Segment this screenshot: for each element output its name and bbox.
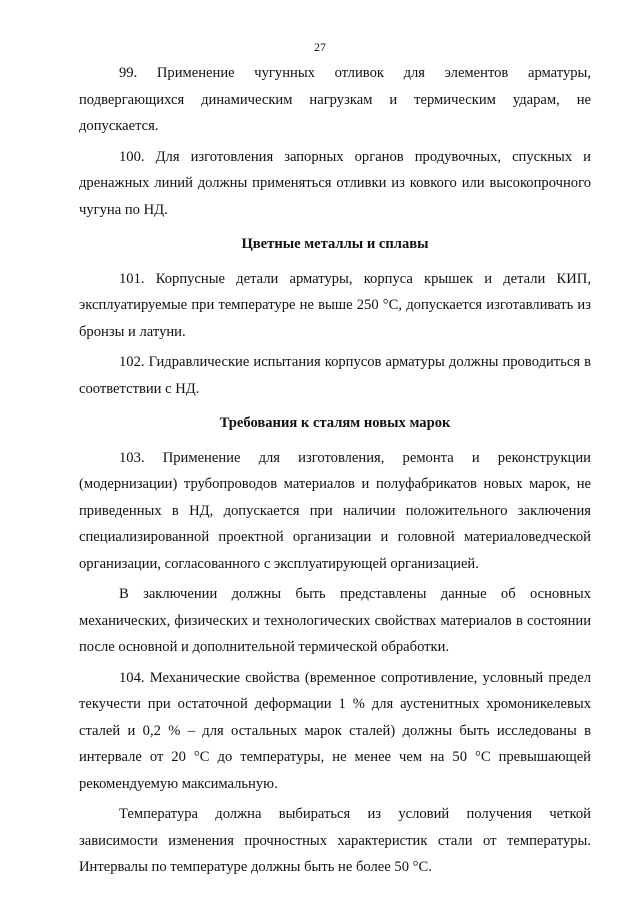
paragraph-99: 99. Применение чугунных отливок для элементов арматуры, подвергающихся динамическим нагрузкам и термическим ударам, не допускается. <box>79 65 591 134</box>
paragraph-102: 102. Гидравлические испытания корпусов арматуры должны проводиться в соответствии с НД. <box>79 354 591 397</box>
section-heading-new-steels: Требования к сталям новых марок <box>219 415 451 431</box>
paragraph-104: 104. Механические свойства (временное сопротивление, условный предел текучести при остаточной деформации 1 % для аустенитных хромоникелевых сталей и 0,2 % – для остальных марок сталей) должны быть исследованы в интервале от 20 °С до температуры, не менее чем на 50 °С превышающей рекомендуемую максимальную. <box>79 669 591 792</box>
paragraph-104-continuation: Температура должна выбираться из условий получения четкой зависимости изменения прочностных характеристик стали от температуры. Интервалы по температуре должны быть не более 50 °С. <box>79 806 591 875</box>
page-number: 27 <box>314 40 326 54</box>
paragraph-103: 103. Применение для изготовления, ремонта и реконструкции (модернизации) трубопроводов материалов и полуфабрикатов новых марок, не приведенных в НД, допускается при наличии положительного заключения специализированной проектной организации и головной материаловедческой организации, согласованного с эксплуатирующей организацией. <box>79 449 591 572</box>
paragraph-101: 101. Корпусные детали арматуры, корпуса крышек и детали КИП, эксплуатируемые при температуре не выше 250 °С, допускается изготавливать из бронзы и латуни. <box>79 270 591 340</box>
paragraph-103-continuation: В заключении должны быть представлены данные об основных механических, физических и технологических свойствах материалов в состоянии после основной и дополнительной термической обработки. <box>79 586 591 655</box>
document-body <box>79 60 591 881</box>
paragraph-100: 100. Для изготовления запорных органов продувочных, спускных и дренажных линий должны применяться отливки из ковкого или высокопрочного чугуна по НД. <box>79 148 591 218</box>
section-heading-nonferrous: Цветные металлы и сплавы <box>241 236 429 252</box>
